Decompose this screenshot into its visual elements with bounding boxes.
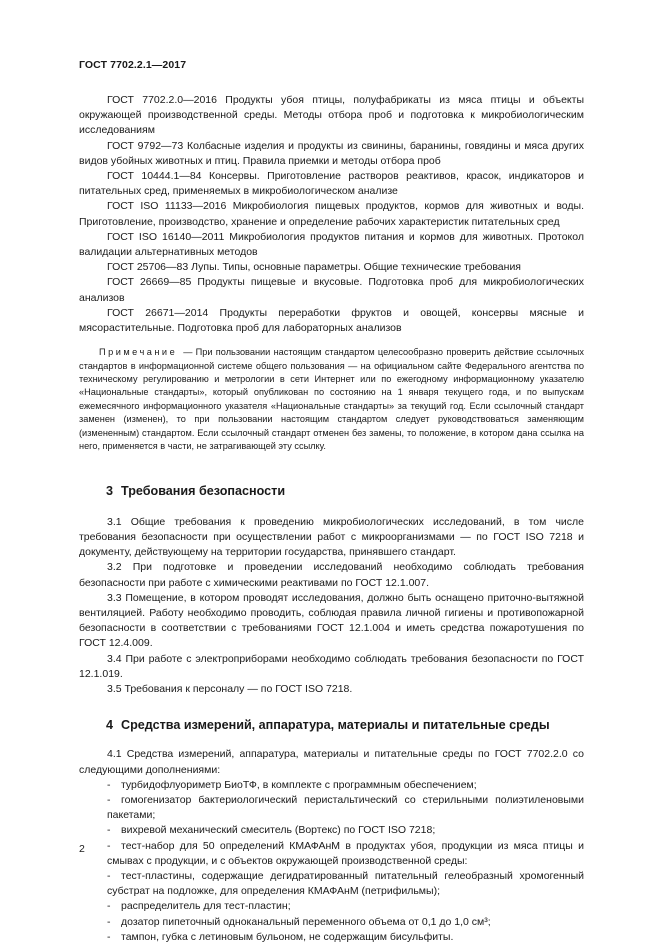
dash-marker: - [107,793,111,806]
section-3-heading [79,484,584,499]
section-number: 3 [106,483,114,498]
normative-references-list [79,93,584,336]
dash-marker: - [107,930,111,943]
list-item [79,839,584,869]
list-item-text: тампон, губка с летиновым бульоном, не содержащим бисульфиты. [121,930,454,943]
page-number: 2 [79,843,85,855]
list-item [79,823,584,838]
list-item-text: турбидофлуориметр БиоТФ, в комплекте с программным обеспечением; [121,778,477,791]
list-item [79,899,584,914]
dash-marker: - [107,900,111,913]
document-body [79,93,584,945]
paragraph: 3.5 Требования к персоналу — по ГОСТ ISO 7218. [107,682,353,695]
note-text: — При пользовании настоящим стандартом целесообразно проверить действие ссылочных стандартов в информационной системе общего пользования — на официальном сайте Федерального агентства по техническому регулированию и метрологии в сети Интернет или по ежегодному информационному указателю «Национальные стандарты», который опубликован по состоянию на 1 января текущего года, и по выпускам ежемесячного информационного указателя «Национальные стандарты» за текущий год. Если ссылочный стандарт заменен (изменен), то при пользовании настоящим стандартом следует руководствоваться заменяющим (измененным) стандартом. Если ссылочный стандарт отменен без замены, то положение, в котором дана ссылка на него, применяется в части, не затрагивающей эту ссылку. [79,347,584,452]
note-block [79,346,584,453]
dash-marker: - [107,915,111,928]
reference-item: ГОСТ ISO 16140—2011 Микробиология продуктов питания и кормов для животных. Протокол валидации альтернативных методов [79,230,584,259]
reference-item: ГОСТ 26669—85 Продукты пищевые и вкусовые. Подготовка проб для микробиологических анализов [79,276,584,304]
list-item [79,930,584,945]
paragraph: 3.2 При подготовке и проведении исследований необходимо соблюдать требования безопасности при работе с химическими реактивами по ГОСТ 12.1.007. [79,561,584,589]
list-item-text: распределитель для тест-пластин; [121,900,291,913]
list-item [79,778,584,793]
paragraph: 4.1 Средства измерений, аппаратура, материалы и питательные среды по ГОСТ 7702.2.0 со следующими дополнениями: [79,748,584,776]
list-item [79,915,584,930]
list-item-text: дозатор пипеточный одноканальный переменного объема от 0,1 до 1,0 см³; [121,915,491,928]
section-4-heading [79,718,584,733]
section-title: Средства измерений, аппаратура, материалы и питательные среды [121,718,550,733]
reference-item: ГОСТ ISO 11133—2016 Микробиология пищевых продуктов, кормов для животных и воды. Приготовление, производство, хранение и определение рабочих характеристик питательных сред [79,200,584,228]
dash-marker: - [107,839,111,852]
section-number: 4 [106,718,114,733]
dash-marker: - [107,824,111,837]
list-item [79,793,584,823]
reference-item: ГОСТ 25706—83 Лупы. Типы, основные параметры. Общие технические требования [107,261,521,274]
section-title: Требования безопасности [121,483,286,498]
reference-item: ГОСТ 7702.2.0—2016 Продукты убоя птицы, полуфабрикаты из мяса птицы и объекты окружающей производственной среды. Методы отбора проб и подготовка к микробиологическим исследованиям [79,94,584,137]
list-item-text: тест-пластины, содержащие дегидратированный питательный гелеобразный хромогенный субстрат на подложке, для определения КМАФАнМ (петрифильмы); [107,869,584,898]
document-header: ГОСТ 7702.2.1—2017 [79,59,187,71]
paragraph: 3.3 Помещение, в котором проводят исследования, должно быть оснащено приточно-вытяжной вентиляцией. Работу необходимо проводить, соблюдая правила личной гигиены и противопожарной безопасности в соответствии с требованиями ГОСТ 12.1.004 и иметь средства пожаротушения по ГОСТ 12.4.009. [79,591,584,650]
reference-item: ГОСТ 10444.1—84 Консервы. Приготовление растворов реактивов, красок, индикаторов и питательных сред, применяемых в микробиологическом анализе [79,170,584,198]
list-item-text: гомогенизатор бактериологический перистальтический со стерильными полиэтиленовыми пакетами; [107,793,584,822]
dash-marker: - [107,869,111,882]
list-item-text: тест-набор для 50 определений КМАФАнМ в продуктах убоя, продукции из мяса птицы и смывах с продукции, и с объектов окружающей производственной среды: [107,839,584,867]
reference-item: ГОСТ 9792—73 Колбасные изделия и продукты из свинины, баранины, говядины и мяса других видов убойных животных и птиц. Правила приемки и методы отбора проб [79,139,584,167]
list-item [79,869,584,899]
reference-item: ГОСТ 26671—2014 Продукты переработки фруктов и овощей, консервы мясные и мясорастительные. Подготовка проб для лабораторных анализов [79,306,584,335]
dash-marker: - [107,778,111,791]
note-label: Примечание [99,347,178,358]
paragraph: 3.4 При работе с электроприборами необходимо соблюдать требования безопасности по ГОСТ 12.1.019. [79,652,584,680]
paragraph: 3.1 Общие требования к проведению микробиологических исследований, в том числе требования безопасности при осуществлении работ с микроорганизмами — по ГОСТ ISO 7218 и документу, действующему на территории государства, принявшего стандарт. [79,515,584,559]
list-item-text: вихревой механический смеситель (Вортекс) по ГОСТ ISO 7218; [121,824,436,837]
